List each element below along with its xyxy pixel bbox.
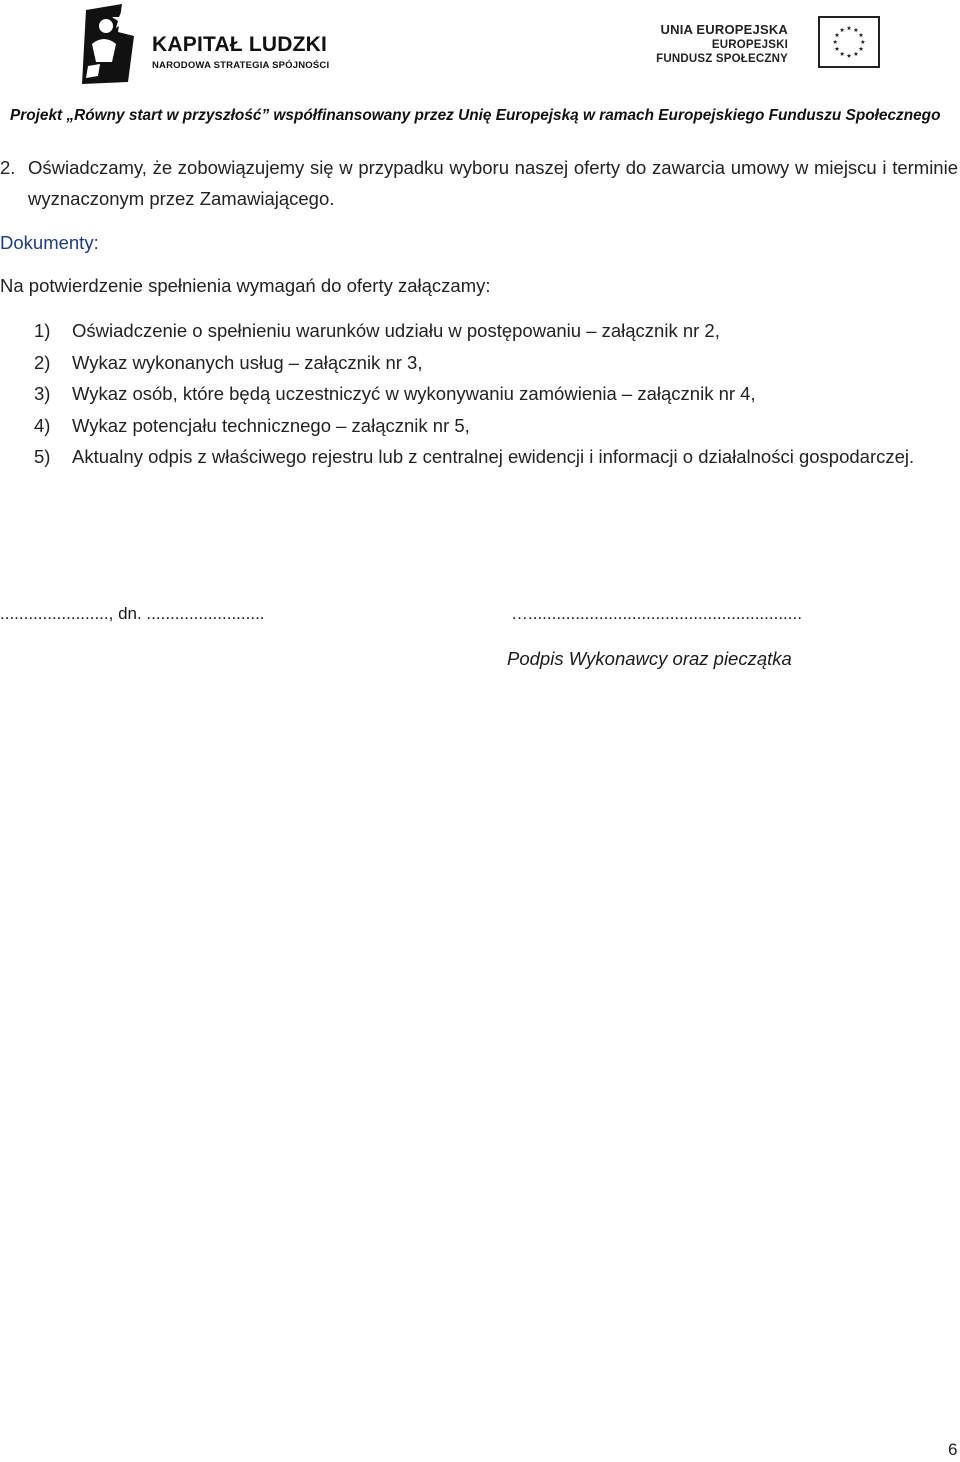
place-date-field: ......................., dn. ......................... <box>0 604 265 623</box>
point-text: Oświadczamy, że zobowiązujemy się w przypadku wyboru naszej oferty do zawarcia umowy w miejscu i terminie wyznaczonym przez Zamawiającego. <box>28 157 958 209</box>
page-number: 6 <box>948 1440 958 1459</box>
documents-list <box>0 315 960 504</box>
list-item-text: Oświadczenie o spełnieniu warunków udziału w postępowaniu – załącznik nr 2, <box>72 320 720 341</box>
list-item <box>0 347 960 379</box>
list-item-text: Aktualny odpis z właściwego rejestru lub z centralnej ewidencji i informacji o działalności gospodarczej. <box>72 446 915 467</box>
list-item-number: 1) <box>34 320 51 341</box>
eu-star-icon <box>847 53 852 57</box>
eu-logo-line3: FUNDUSZ SPOŁECZNY <box>656 53 788 65</box>
documents-heading: Dokumenty: <box>0 232 99 253</box>
eu-logo-text <box>656 22 788 66</box>
signature-line: ….......................................................... <box>511 604 802 623</box>
point-number: 2. <box>0 157 16 178</box>
project-line: Projekt „Równy start w przyszłość” współfinansowany przez Unię Europejską w ramach Europejskiego Funduszu Społecznego <box>10 107 941 124</box>
eu-star-icon <box>840 28 845 32</box>
kapital-ludzki-subtitle: NARODOWA STRATEGIA SPÓJNOŚCI <box>152 60 330 71</box>
list-item <box>0 378 960 410</box>
signature-label: Podpis Wykonawcy oraz pieczątka <box>507 648 792 669</box>
eu-star-icon <box>854 52 859 56</box>
eu-star-icon <box>833 40 838 44</box>
eu-star-icon <box>859 47 864 51</box>
kapital-ludzki-emblem-icon <box>78 4 138 84</box>
list-item-number: 4) <box>34 414 51 436</box>
list-item-text: Wykaz potencjału technicznego – załącznik nr 5, <box>72 414 470 436</box>
eu-star-icon <box>835 33 840 37</box>
eu-star-icon <box>854 28 859 32</box>
list-item-number: 2) <box>34 351 51 373</box>
list-item-text: Wykaz wykonanych usług – załącznik nr 3, <box>72 351 423 373</box>
kapital-ludzki-title: KAPITAŁ LUDZKI <box>152 33 328 56</box>
eu-star-icon <box>861 40 866 44</box>
list-item-number: 3) <box>34 383 51 404</box>
list-item <box>0 410 960 442</box>
documents-intro: Na potwierdzenie spełnienia wymagań do oferty załączamy: <box>0 275 491 296</box>
eu-logo-line2: EUROPEJSKI <box>711 39 788 51</box>
eu-star-icon <box>859 33 864 37</box>
eu-logo-line1: UNIA EUROPEJSKA <box>660 22 788 37</box>
eu-flag-icon <box>818 16 880 68</box>
list-item-text: Wykaz osób, które będą uczestniczyć w wykonywaniu zamówienia – załącznik nr 4, <box>72 383 756 404</box>
eu-social-fund-logo <box>650 16 880 72</box>
list-item <box>0 441 960 504</box>
list-item <box>0 315 960 347</box>
eu-star-icon <box>835 47 840 51</box>
eu-star-icon <box>840 52 845 56</box>
list-item-number: 5) <box>34 446 51 467</box>
eu-star-icon <box>847 26 852 30</box>
kapital-ludzki-logo <box>78 4 348 84</box>
